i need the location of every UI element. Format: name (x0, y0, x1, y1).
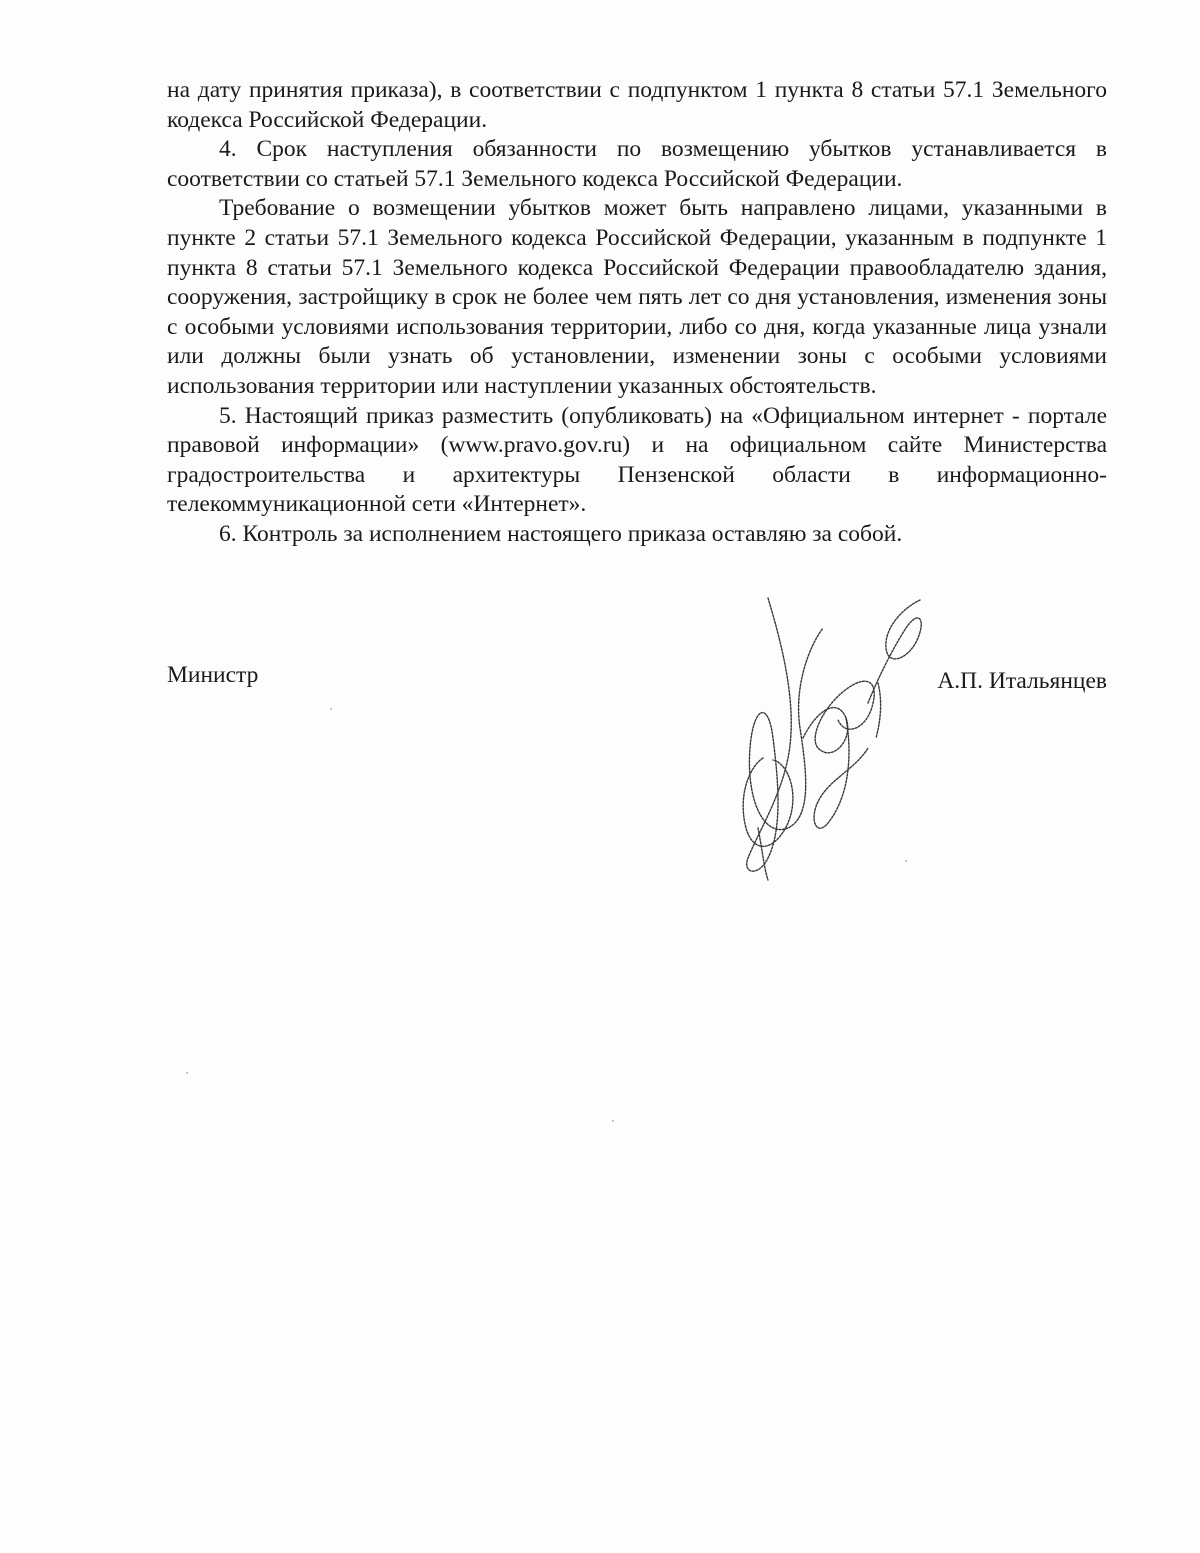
paragraph-item-5: 5. Настоящий приказ разместить (опубликовать) на «Официальном интернет - портале правовой информации» (www.pravo.gov.ru) и на официальном сайте Министерства градостроительства и архитектуры Пензенской области в информационно-телекоммуникационной сети «Интернет». (167, 402, 1107, 518)
paragraph-item-6: 6. Контроль за исполнением настоящего приказа оставляю за собой. (219, 520, 903, 547)
signer-position: Министр (167, 662, 259, 688)
paragraph-damages-claim: Требование о возмещении убытков может быть направлено лицами, указанными в пункте 2 статьи 57.1 Земельного кодекса Российской Федерации, указанным в подпункте 1 пункта 8 статьи 57.1 Земельного кодекса Российской Федерации правообладателю здания, сооружения, застройщику в срок не более чем пять лет со дня установления, изменения зоны с особыми условиями использования территории, либо со дня, когда указанные лица узнали или должны были узнать об установлении, изменении зоны с особыми условиями использования территории или наступлении указанных обстоятельств. (167, 195, 1107, 399)
document-body (167, 76, 1107, 550)
signer-name: А.П. Итальянцев (937, 668, 1107, 694)
handwritten-signature (728, 588, 928, 883)
paragraph-item-4: 4. Срок наступления обязанности по возмещению убытков устанавливается в соответствии со статьей 57.1 Земельного кодекса Российской Федерации. (167, 136, 1107, 192)
signature-block (167, 662, 1107, 702)
paragraph-continuation: на дату принятия приказа), в соответствии с подпунктом 1 пункта 8 статьи 57.1 Земельного кодекса Российской Федерации. (167, 77, 1107, 133)
